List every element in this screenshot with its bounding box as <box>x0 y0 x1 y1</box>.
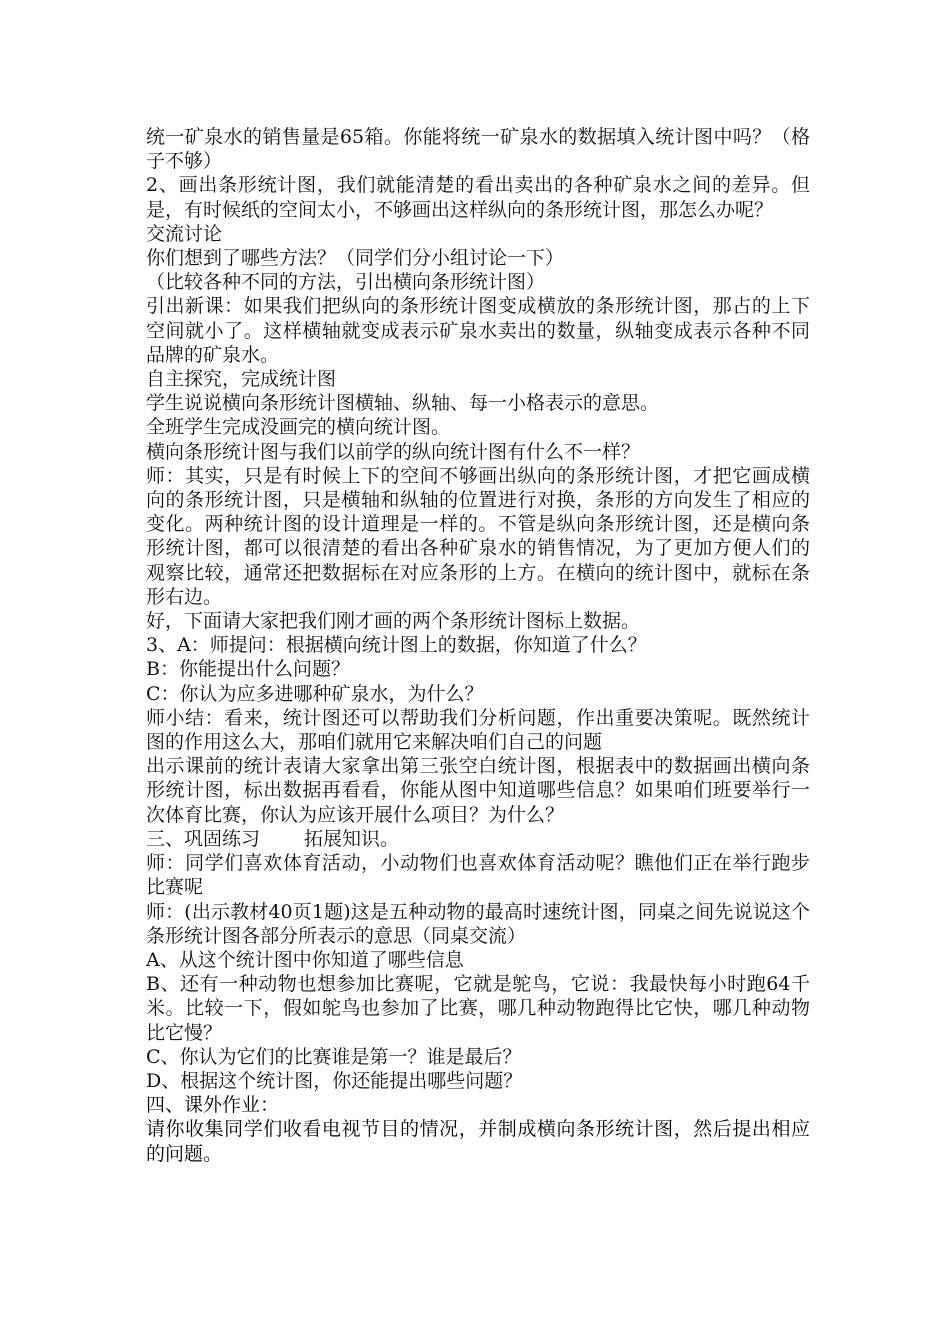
paragraph-19: 师：同学们喜欢体育活动，小动物们也喜欢体育活动呢？瞧他们正在举行跑步比赛呢 <box>146 852 810 899</box>
paragraph-20: 师：(出示教材40页1题)这是五种动物的最高时速统计图，同桌之间先说说这个条形统计图各部分所表示的意思（同桌交流） <box>146 900 810 947</box>
heading-explore: 自主探究，完成统计图 <box>146 368 337 391</box>
heading-discussion: 交流讨论 <box>146 222 223 245</box>
paragraph-14: B：你能提出什么问题？ <box>146 658 350 681</box>
heading-practice-extend: 拓展知识。 <box>304 827 400 850</box>
paragraph-16: 师小结：看来，统计图还可以帮助我们分析问题，作出重要决策呢。既然统计图的作用这么大，那咱们就用它来解决咱们自己的问题 <box>146 706 810 754</box>
heading-practice <box>146 827 810 851</box>
paragraph-4: 你们想到了哪些方法？（同学们分小组讨论一下） <box>146 247 565 270</box>
paragraph-6: 引出新课：如果我们把纵向的条形统计图变成横放的条形统计图，那占的上下空间就小了。这样横轴就变成表示矿泉水卖出的数量，纵轴变成表示各种不同品牌的矿泉水。 <box>146 295 810 366</box>
paragraph-15: C：你认为应多进哪种矿泉水，为什么？ <box>146 682 484 705</box>
paragraph-11: 师：其实，只是有时候上下的空间不够画出纵向的条形统计图，才把它画成横向的条形统计图，只是横轴和纵轴的位置进行对换，条形的方向发生了相应的变化。两种统计图的设计道理是一样的。不管是纵向条形统计图，还是横向条形统计图，都可以很清楚的看出各种矿泉水的销售情况，为了更加方便人们的观察比较，通常还把数据标在对应条形的上方。在横向的统计图中，就标在条形右边。 <box>146 464 810 608</box>
paragraph-5: （比较各种不同的方法，引出横向条形统计图） <box>146 271 546 294</box>
paragraph-22: B、还有一种动物也想参加比赛呢，它就是鸵鸟，它说：我最快每小时跑64千米。比较一下，假如鸵鸟也参加了比赛，哪几种动物跑得比它快，哪几种动物比它慢？ <box>146 973 810 1044</box>
paragraph-13: 3、A：师提问：根据横向统计图上的数据，你知道了什么？ <box>146 634 647 657</box>
paragraph-10: 横向条形统计图与我们以前学的纵向统计图有什么不一样？ <box>146 440 641 463</box>
paragraph-12: 好，下面请大家把我们刚才画的两个条形统计图标上数据。 <box>146 610 641 633</box>
heading-homework: 四、课外作业： <box>146 1094 280 1117</box>
paragraph-26: 请你收集同学们收看电视节目的情况，并制成横向条形统计图，然后提出相应的问题。 <box>146 1118 810 1165</box>
heading-practice-title: 三、巩固练习 <box>146 827 261 850</box>
paragraph-2: 2、画出条形统计图，我们就能清楚的看出卖出的各种矿泉水之间的差异。但是，有时候纸的空间太小，不够画出这样纵向的条形统计图，那怎么办呢？ <box>146 174 810 221</box>
paragraph-23: C、你认为它们的比赛谁是第一？谁是最后？ <box>146 1045 522 1068</box>
paragraph-17: 出示课前的统计表请大家拿出第三张空白统计图，根据表中的数据画出横向条形统计图，标出数据再看看，你能从图中知道哪些信息？如果咱们班要举行一次体育比赛，你认为应该开展什么项目？为什么？ <box>146 755 810 826</box>
paragraph-1: 统一矿泉水的销售量是65箱。你能将统一矿泉水的数据填入统计图中吗？（格子不够） <box>146 126 810 173</box>
paragraph-9: 全班学生完成没画完的横向统计图。 <box>146 416 451 439</box>
paragraph-24: D、根据这个统计图，你还能提出哪些问题？ <box>146 1069 523 1092</box>
document-page <box>146 125 810 1166</box>
paragraph-8: 学生说说横向条形统计图横轴、纵轴、每一小格表示的意思。 <box>146 392 660 415</box>
paragraph-21: A、从这个统计图中你知道了哪些信息 <box>146 948 464 971</box>
